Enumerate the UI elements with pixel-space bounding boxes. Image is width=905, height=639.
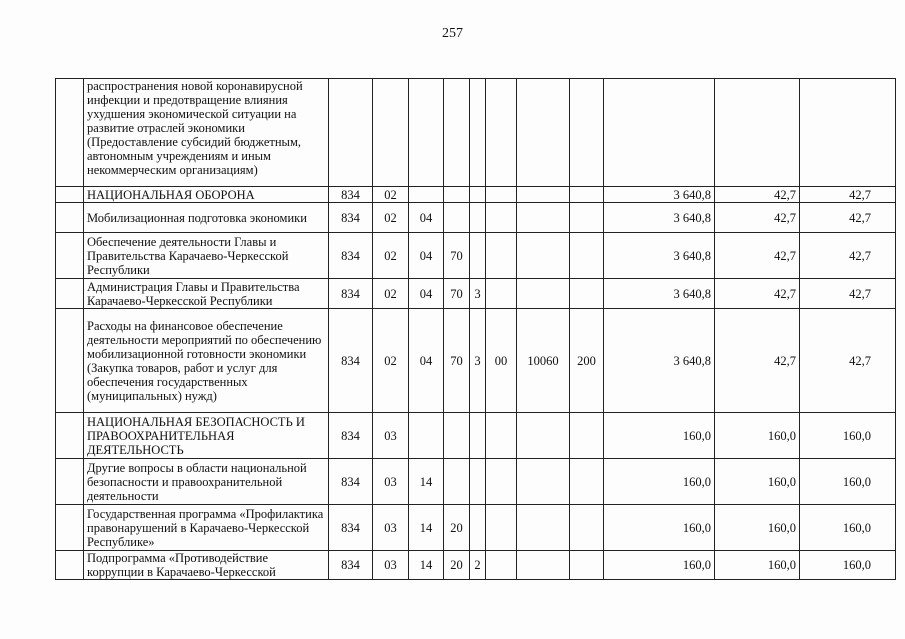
row-number-cell	[56, 309, 84, 413]
table-row	[56, 309, 896, 413]
code-cell-c8	[570, 233, 604, 279]
code-cell-c5: 2	[470, 551, 486, 580]
amount-cell-s2: 42,7	[715, 187, 800, 203]
code-cell-c5	[470, 187, 486, 203]
code-cell-c4: 70	[444, 279, 470, 309]
code-cell-c2: 02	[373, 233, 409, 279]
description-cell: Мобилизационная подготовка экономики	[84, 203, 329, 233]
code-cell-c7	[517, 79, 570, 187]
code-cell-c7	[517, 413, 570, 459]
code-cell-c7: 10060	[517, 309, 570, 413]
row-number-cell	[56, 413, 84, 459]
description-cell: НАЦИОНАЛЬНАЯ БЕЗОПАСНОСТЬ И ПРАВООХРАНИТЕЛЬНАЯ ДЕЯТЕЛЬНОСТЬ	[84, 413, 329, 459]
code-cell-c1: 834	[329, 187, 373, 203]
amount-cell-s3: 160,0	[800, 551, 896, 580]
code-cell-c2: 03	[373, 459, 409, 505]
code-cell-c4	[444, 413, 470, 459]
code-cell-c8: 200	[570, 309, 604, 413]
budget-table	[55, 78, 896, 580]
amount-cell-s3: 42,7	[800, 233, 896, 279]
code-cell-c4	[444, 203, 470, 233]
code-cell-c8	[570, 459, 604, 505]
code-cell-c4	[444, 459, 470, 505]
code-cell-c3: 04	[409, 279, 444, 309]
code-cell-c5: 3	[470, 279, 486, 309]
code-cell-c7	[517, 551, 570, 580]
code-cell-c1	[329, 79, 373, 187]
amount-cell-s2: 42,7	[715, 203, 800, 233]
table-row	[56, 279, 896, 309]
table-row	[56, 233, 896, 279]
amount-cell-s1: 3 640,8	[604, 203, 715, 233]
code-cell-c8	[570, 279, 604, 309]
code-cell-c8	[570, 551, 604, 580]
amount-cell-s1: 3 640,8	[604, 187, 715, 203]
amount-cell-s1	[604, 79, 715, 187]
amount-cell-s2: 160,0	[715, 551, 800, 580]
code-cell-c6	[486, 505, 517, 551]
code-cell-c3: 04	[409, 309, 444, 413]
code-cell-c2: 03	[373, 413, 409, 459]
code-cell-c4	[444, 187, 470, 203]
amount-cell-s2	[715, 79, 800, 187]
description-cell: распространения новой коронавирусной инфекции и предотвращение влияния ухудшения экономической ситуации на развитие отраслей экономики (Предоставление субсидий бюджетным, автономным учреждениям и иным некоммерческим организациям)	[84, 79, 329, 187]
code-cell-c4: 70	[444, 309, 470, 413]
code-cell-c7	[517, 505, 570, 551]
amount-cell-s3: 42,7	[800, 187, 896, 203]
code-cell-c7	[517, 233, 570, 279]
code-cell-c5	[470, 79, 486, 187]
description-cell: Подпрограмма «Противодействие коррупции в Карачаево-Черкесской	[84, 551, 329, 580]
amount-cell-s2: 42,7	[715, 279, 800, 309]
code-cell-c6	[486, 413, 517, 459]
code-cell-c6	[486, 203, 517, 233]
amount-cell-s2: 42,7	[715, 233, 800, 279]
description-cell: Администрация Главы и Правительства Карачаево-Черкесской Республики	[84, 279, 329, 309]
table-row	[56, 505, 896, 551]
amount-cell-s2: 160,0	[715, 413, 800, 459]
row-number-cell	[56, 203, 84, 233]
amount-cell-s1: 160,0	[604, 459, 715, 505]
code-cell-c3: 04	[409, 233, 444, 279]
code-cell-c1: 834	[329, 233, 373, 279]
description-cell: Расходы на финансовое обеспечение деятельности мероприятий по обеспечению мобилизационной готовности экономики (Закупка товаров, работ и услуг для обеспечения государственных (муниципальных) нужд)	[84, 309, 329, 413]
code-cell-c3: 14	[409, 459, 444, 505]
code-cell-c6	[486, 459, 517, 505]
code-cell-c8	[570, 413, 604, 459]
code-cell-c3: 14	[409, 551, 444, 580]
amount-cell-s3: 160,0	[800, 413, 896, 459]
code-cell-c2: 03	[373, 551, 409, 580]
code-cell-c3	[409, 187, 444, 203]
table-row	[56, 203, 896, 233]
amount-cell-s2: 42,7	[715, 309, 800, 413]
row-number-cell	[56, 187, 84, 203]
table-row	[56, 79, 896, 187]
code-cell-c5	[470, 413, 486, 459]
code-cell-c4: 20	[444, 551, 470, 580]
amount-cell-s3: 42,7	[800, 309, 896, 413]
code-cell-c3: 14	[409, 505, 444, 551]
code-cell-c5	[470, 505, 486, 551]
description-cell: Обеспечение деятельности Главы и Правительства Карачаево-Черкесской Республики	[84, 233, 329, 279]
amount-cell-s3: 42,7	[800, 279, 896, 309]
row-number-cell	[56, 551, 84, 580]
table-row	[56, 551, 896, 580]
amount-cell-s3: 42,7	[800, 203, 896, 233]
code-cell-c7	[517, 203, 570, 233]
amount-cell-s1: 3 640,8	[604, 279, 715, 309]
table-row	[56, 413, 896, 459]
amount-cell-s2: 160,0	[715, 459, 800, 505]
code-cell-c2: 02	[373, 309, 409, 413]
code-cell-c1: 834	[329, 309, 373, 413]
code-cell-c8	[570, 203, 604, 233]
description-cell: Другие вопросы в области национальной безопасности и правоохранительной деятельности	[84, 459, 329, 505]
table-row	[56, 187, 896, 203]
row-number-cell	[56, 233, 84, 279]
code-cell-c3: 04	[409, 203, 444, 233]
code-cell-c5	[470, 203, 486, 233]
code-cell-c6	[486, 233, 517, 279]
code-cell-c5: 3	[470, 309, 486, 413]
amount-cell-s1: 3 640,8	[604, 309, 715, 413]
code-cell-c5	[470, 233, 486, 279]
page-number: 257	[442, 26, 463, 41]
code-cell-c7	[517, 279, 570, 309]
code-cell-c6	[486, 187, 517, 203]
description-cell: НАЦИОНАЛЬНАЯ ОБОРОНА	[84, 187, 329, 203]
code-cell-c4: 70	[444, 233, 470, 279]
amount-cell-s2: 160,0	[715, 505, 800, 551]
code-cell-c1: 834	[329, 505, 373, 551]
row-number-cell	[56, 459, 84, 505]
code-cell-c6	[486, 551, 517, 580]
code-cell-c7	[517, 459, 570, 505]
code-cell-c8	[570, 187, 604, 203]
code-cell-c2: 02	[373, 279, 409, 309]
row-number-cell	[56, 279, 84, 309]
code-cell-c3	[409, 79, 444, 187]
code-cell-c2: 02	[373, 203, 409, 233]
code-cell-c3	[409, 413, 444, 459]
code-cell-c2: 02	[373, 187, 409, 203]
amount-cell-s1: 3 640,8	[604, 233, 715, 279]
amount-cell-s3: 160,0	[800, 505, 896, 551]
code-cell-c6: 00	[486, 309, 517, 413]
code-cell-c5	[470, 459, 486, 505]
code-cell-c7	[517, 187, 570, 203]
code-cell-c1: 834	[329, 551, 373, 580]
amount-cell-s1: 160,0	[604, 505, 715, 551]
code-cell-c4: 20	[444, 505, 470, 551]
amount-cell-s3: 160,0	[800, 459, 896, 505]
code-cell-c6	[486, 79, 517, 187]
code-cell-c6	[486, 279, 517, 309]
amount-cell-s3	[800, 79, 896, 187]
code-cell-c2: 03	[373, 505, 409, 551]
code-cell-c1: 834	[329, 459, 373, 505]
code-cell-c4	[444, 79, 470, 187]
row-number-cell	[56, 79, 84, 187]
code-cell-c2	[373, 79, 409, 187]
amount-cell-s1: 160,0	[604, 413, 715, 459]
description-cell: Государственная программа «Профилактика правонарушений в Карачаево-Черкесской Республике»	[84, 505, 329, 551]
code-cell-c1: 834	[329, 203, 373, 233]
code-cell-c1: 834	[329, 279, 373, 309]
code-cell-c8	[570, 505, 604, 551]
table-row	[56, 459, 896, 505]
amount-cell-s1: 160,0	[604, 551, 715, 580]
row-number-cell	[56, 505, 84, 551]
code-cell-c1: 834	[329, 413, 373, 459]
code-cell-c8	[570, 79, 604, 187]
